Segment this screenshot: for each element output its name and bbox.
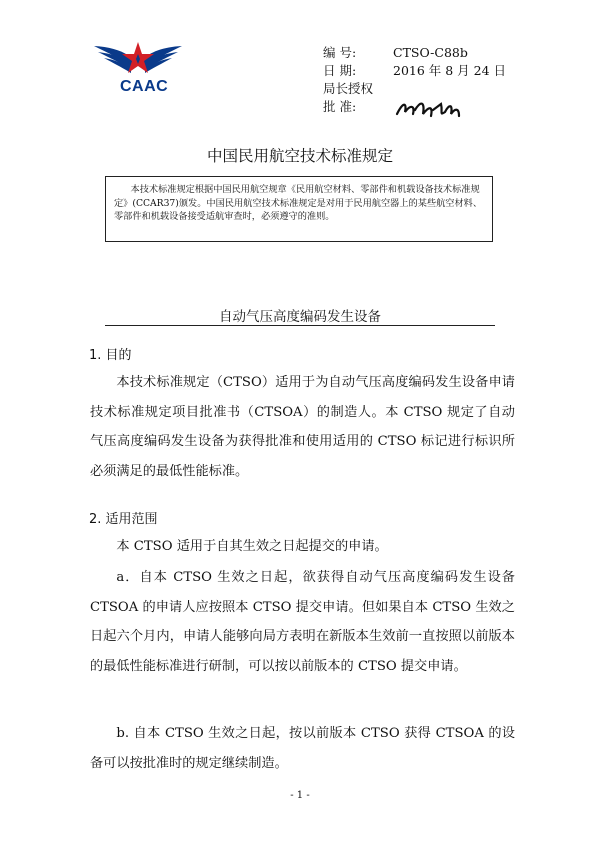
meta-value: 2016 年 8 月 24 日	[393, 63, 507, 78]
section-heading: 1. 目的	[89, 348, 132, 363]
meta-date-row	[323, 62, 506, 80]
meta-label: 批 准:	[323, 99, 357, 114]
notice-text: 本技术标准规定根据中国民用航空规章《民用航空材料、零部件和机载设备技术标准规定》(CCAR37)颁发。中国民用航空技术标准规定是对用于民用航空器上的某些航空材料、零部件和机载设备接受适航审查时，必须遵守的准则。	[114, 184, 483, 222]
meta-approval-row	[323, 98, 506, 120]
regulation-title: 中国民用航空技术标准规定	[206, 147, 393, 165]
paragraph: 本 CTSO 适用于自其生效之日起提交的申请。	[116, 539, 388, 554]
meta-authorization-row	[323, 80, 506, 98]
document-title: 自动气压高度编码发生设备	[219, 309, 381, 325]
caac-wings-icon	[88, 38, 188, 82]
paragraph: 本技术标准规定（CTSO）适用于为自动气压高度编码发生设备申请技术标准规定项目批准书（CTSOA）的制造人。本 CTSO 规定了自动气压高度编码发生设备为获得批准和使用适用的 CTSO 标记进行标识所必须满足的最低性能标准。	[90, 375, 515, 479]
meta-label: 局长授权	[323, 81, 374, 96]
document-meta	[323, 44, 506, 120]
caac-logo-text: CAAC	[120, 78, 169, 95]
meta-value: CTSO-C88b	[393, 45, 468, 60]
title-divider	[105, 325, 495, 326]
paragraph: a．自本 CTSO 生效之日起，欲获得自动气压高度编码发生设备 CTSOA 的申请人应按照本 CTSO 提交申请。但如果自本 CTSO 生效之日起六个月内，申请人能够向局方表明在新版本生效前一直按照以前版本的最低性能标准进行研制，可以按以前版本的 CTSO 提交申请。	[90, 570, 515, 674]
notice-box	[105, 176, 493, 242]
signature-icon	[393, 98, 463, 120]
meta-label: 编 号:	[323, 45, 357, 60]
meta-label: 日 期:	[323, 63, 357, 78]
page-number: - 1 -	[290, 790, 310, 801]
section-heading: 2. 适用范围	[89, 512, 158, 527]
paragraph: b. 自本 CTSO 生效之日起，按以前版本 CTSO 获得 CTSOA 的设备可以按批准时的规定继续制造。	[90, 726, 515, 771]
meta-number-row	[323, 44, 506, 62]
